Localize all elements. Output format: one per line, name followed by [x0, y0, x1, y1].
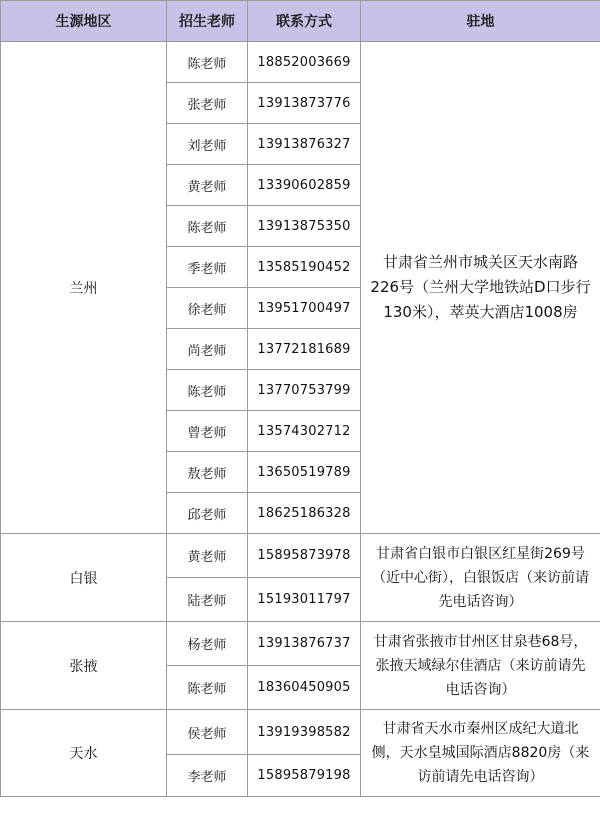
region-cell-tianshui: 天水 — [1, 710, 167, 797]
phone-cell: 18360450905 — [248, 666, 361, 710]
phone-cell: 15193011797 — [248, 578, 361, 622]
teacher-cell: 敖老师 — [167, 452, 248, 493]
teacher-cell: 杨老师 — [167, 622, 248, 666]
phone-cell: 13390602859 — [248, 165, 361, 206]
phone-cell: 13574302712 — [248, 411, 361, 452]
teacher-cell: 徐老师 — [167, 288, 248, 329]
teacher-cell: 黄老师 — [167, 165, 248, 206]
header-region: 生源地区 — [1, 1, 167, 42]
teacher-cell: 陆老师 — [167, 578, 248, 622]
phone-cell: 13951700497 — [248, 288, 361, 329]
phone-cell: 15895873978 — [248, 534, 361, 578]
region-cell-zhangye: 张掖 — [1, 622, 167, 710]
phone-cell: 13913876327 — [248, 124, 361, 165]
teacher-cell: 陈老师 — [167, 666, 248, 710]
phone-cell: 13585190452 — [248, 247, 361, 288]
header-phone: 联系方式 — [248, 1, 361, 42]
table-row — [1, 622, 600, 666]
header-teacher: 招生老师 — [167, 1, 248, 42]
address-cell-baiyin: 甘肃省白银市白银区红星街269号（近中心街），白银饭店（来访前请先电话咨询） — [361, 534, 600, 622]
teacher-cell: 曾老师 — [167, 411, 248, 452]
teacher-cell: 季老师 — [167, 247, 248, 288]
teacher-cell: 陈老师 — [167, 42, 248, 83]
phone-cell: 13650519789 — [248, 452, 361, 493]
teacher-cell: 邱老师 — [167, 493, 248, 534]
table-row — [1, 534, 600, 578]
region-cell-baiyin: 白银 — [1, 534, 167, 622]
table-row — [1, 42, 600, 83]
teacher-cell: 刘老师 — [167, 124, 248, 165]
table-row — [1, 710, 600, 755]
teacher-cell: 陈老师 — [167, 206, 248, 247]
region-cell-lanzhou: 兰州 — [1, 42, 167, 534]
teacher-cell: 侯老师 — [167, 710, 248, 755]
header-address: 驻地 — [361, 1, 600, 42]
phone-cell: 18625186328 — [248, 493, 361, 534]
phone-cell: 18852003669 — [248, 42, 361, 83]
phone-cell: 13770753799 — [248, 370, 361, 411]
table-header-row — [1, 1, 600, 42]
phone-cell: 13913873776 — [248, 83, 361, 124]
teacher-cell: 黄老师 — [167, 534, 248, 578]
address-cell-tianshui: 甘肃省天水市秦州区成纪大道北侧，天水皇城国际酒店8820房（来访前请先电话咨询） — [361, 710, 600, 797]
address-cell-lanzhou: 甘肃省兰州市城关区天水南路226号（兰州大学地铁站D口步行130米），萃英大酒店1008房 — [361, 42, 600, 534]
teacher-cell: 陈老师 — [167, 370, 248, 411]
phone-cell: 13772181689 — [248, 329, 361, 370]
teacher-cell: 李老师 — [167, 755, 248, 797]
phone-cell: 15895879198 — [248, 755, 361, 797]
phone-cell: 13913876737 — [248, 622, 361, 666]
address-cell-zhangye: 甘肃省张掖市甘州区甘泉巷68号，张掖天域绿尔佳酒店（来访前请先电话咨询） — [361, 622, 600, 710]
teacher-cell: 尚老师 — [167, 329, 248, 370]
phone-cell: 13913875350 — [248, 206, 361, 247]
phone-cell: 13919398582 — [248, 710, 361, 755]
teacher-cell: 张老师 — [167, 83, 248, 124]
